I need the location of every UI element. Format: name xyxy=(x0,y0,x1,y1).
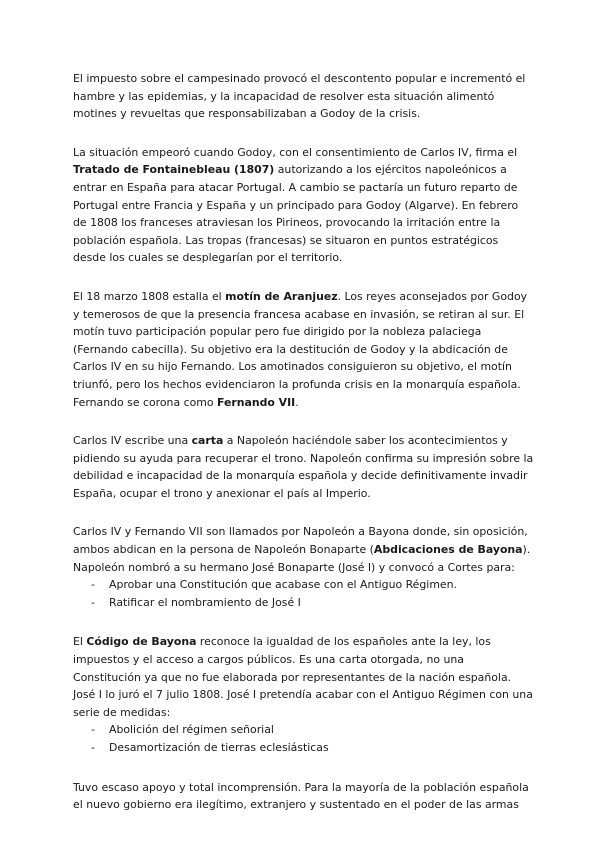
paragraph-text: autorizando a los ejércitos napoleónicos a entrar en España para atacar Portugal. A cambio se pactaría un futuro reparto de Portugal entre Francia y España y un principado para Godoy (Algarve). En febrero de 1808 los franceses atraviesan los Pirineos, provocando la irritación entre la población española. Las tropas (francesas) se situaron en puntos estratégicos desde los cuales se desplegarían por el territorio. xyxy=(73,163,519,265)
dash-marker: - xyxy=(91,595,95,609)
list-item xyxy=(73,739,534,757)
list-item-text: Desamortización de tierras eclesiásticas xyxy=(109,741,329,754)
dash-marker: - xyxy=(91,578,95,592)
bold-term-carta: carta xyxy=(191,434,224,448)
bold-term-fernando-vii: Fernando VII xyxy=(216,395,296,409)
list-item-text: Aprobar una Constitución que acabase con el Antiguo Régimen. xyxy=(109,578,457,592)
paragraph-text: El xyxy=(73,635,87,649)
paragraph-text: Carlos IV y Fernando VII son llamados por Napoleón a Bayona donde, sin oposición, ambos abdican en la persona de Napoleón Bonaparte ( xyxy=(73,525,528,557)
paragraph-text: La situación empeoró cuando Godoy, con el consentimiento de Carlos IV, firma el xyxy=(73,145,518,159)
paragraph-text: . Los reyes aconsejados por Godoy y temerosos de que la presencia francesa acabase en invasión, se retiran al sur. El motín tuvo participación popular pero fue dirigido por la nobleza palaciega (Fernando cabecilla). Su objetivo era la destitución de Godoy y la abdicación de Carlos IV en su hijo Fernando. Los amotinados consiguieron su objetivo, el motín triunfó, pero los hechos evidenciaron la profunda crisis en la monarquía española. Fernando se corona como xyxy=(73,289,528,409)
list-item xyxy=(73,594,534,612)
dash-marker: - xyxy=(91,741,95,754)
paragraph-text: Tuvo escaso apoyo y total incomprensión. Para la mayoría de la población española el nuevo gobierno era ilegítimo, extranjero y sustentado en el poder de las armas xyxy=(73,780,529,812)
list-cortes xyxy=(73,576,534,611)
paragraph-text: El 18 marzo 1808 estalla el xyxy=(73,289,226,303)
paragraph-text: a Napoleón haciéndole saber los acontecimientos y pidiendo su ayuda para recuperar el trono. Napoleón confirma su impresión sobre la debilidad e incapacidad de la monarquía española y decide definitivamente invadir España, ocupar el trono y anexionar el país al Imperio. xyxy=(73,434,534,500)
list-item xyxy=(73,576,534,594)
bold-term-codigo-bayona: Código de Bayona xyxy=(86,635,197,649)
paragraph-text: reconoce la igualdad de los españoles ante la ley, los impuestos y el acceso a cargos públicos. Es una carta otorgada, no una Constitución ya que no fue elaborada por representantes de la nación española. José I lo juró el 7 julio 1808. José I pretendía acabar con el Antiguo Régimen con una serie de medidas: xyxy=(73,635,533,719)
dash-marker: - xyxy=(91,723,95,737)
paragraph-impuesto xyxy=(73,70,534,123)
paragraph-codigo-bayona xyxy=(73,633,534,721)
bold-term-tratado-fontainebleau: Tratado de Fontainebleau (1807) xyxy=(73,163,275,177)
bold-term-motin-aranjuez: motín de Aranjuez xyxy=(225,289,338,303)
list-item xyxy=(73,721,534,739)
list-item-text: Abolición del régimen señorial xyxy=(109,723,274,737)
paragraph-escaso-apoyo xyxy=(73,779,534,814)
paragraph-bayona xyxy=(73,523,534,576)
paragraph-carta xyxy=(73,432,534,502)
paragraph-text: El impuesto sobre el campesinado provocó el descontento popular e incrementó el hambre y las epidemias, y la incapacidad de resolver esta situación alimentó motines y revueltas que responsabilizaban a Godoy de la crisis. xyxy=(73,72,526,121)
paragraph-text: . xyxy=(295,395,299,409)
paragraph-text: Carlos IV escribe una xyxy=(73,434,192,448)
bold-term-abdicaciones-bayona: Abdicaciones de Bayona xyxy=(373,543,523,557)
paragraph-text: ). Napoleón nombró a su hermano José Bonaparte (José I) y convocó a Cortes para: xyxy=(73,543,531,574)
paragraph-aranjuez xyxy=(73,288,534,411)
paragraph-fontainebleau xyxy=(73,144,534,267)
list-medidas xyxy=(73,721,534,756)
list-item-text: Ratificar el nombramiento de José I xyxy=(109,595,301,609)
